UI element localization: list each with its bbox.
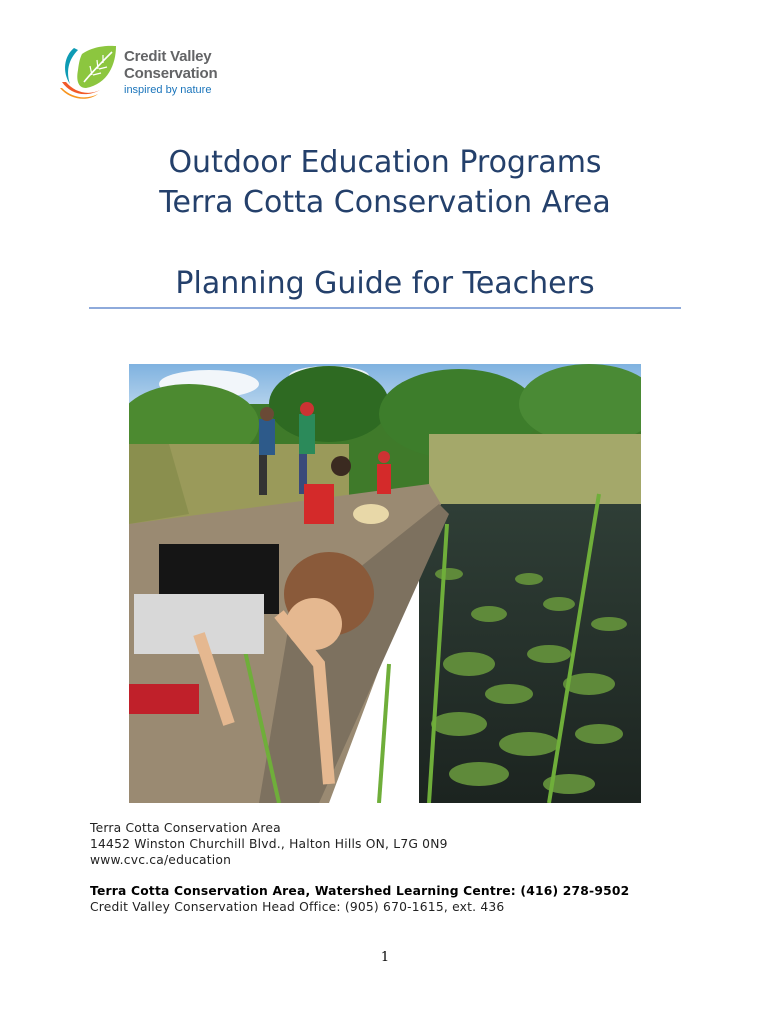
logo-name-line2: Conservation <box>124 65 218 82</box>
page-number: 1 <box>380 950 390 965</box>
cvc-logo <box>56 42 256 104</box>
cover-photo <box>129 364 641 803</box>
logo-tagline: inspired by nature <box>124 84 212 96</box>
contact-website-link[interactable]: www.cvc.ca/education <box>90 853 232 867</box>
title-line-1: Outdoor Education Programs <box>168 145 602 180</box>
leaf-logo-icon <box>56 42 118 102</box>
title-divider <box>89 307 681 309</box>
contact-location-name: Terra Cotta Conservation Area <box>90 821 281 835</box>
contact-address: 14452 Winston Churchill Blvd., Halton Hills ON, L7G 0N9 <box>90 837 448 851</box>
contact-learning-centre-phone: Terra Cotta Conservation Area, Watershed Learning Centre: (416) 278-9502 <box>90 884 630 898</box>
page-subtitle: Planning Guide for Teachers <box>175 266 595 301</box>
contact-head-office-phone: Credit Valley Conservation Head Office: (905) 670-1615, ext. 436 <box>90 900 505 914</box>
title-line-2: Terra Cotta Conservation Area <box>159 185 611 220</box>
logo-name-line1: Credit Valley <box>124 48 212 65</box>
